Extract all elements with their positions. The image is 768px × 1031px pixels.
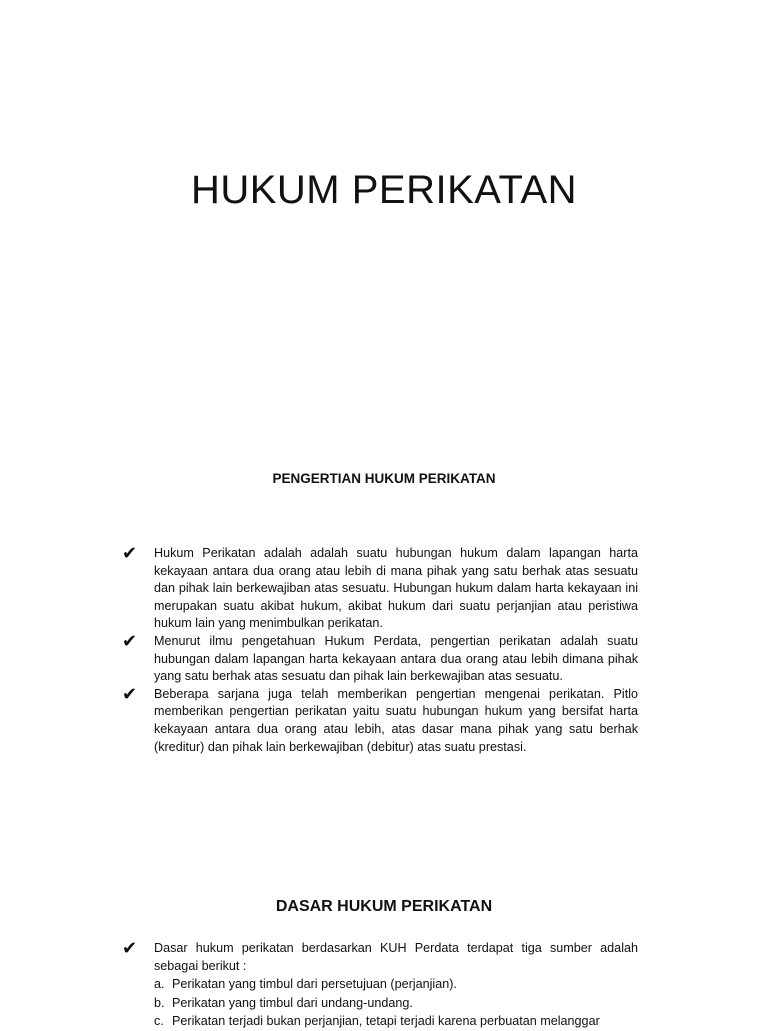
sub-list-marker: c. (154, 1014, 164, 1029)
sub-list-text: Perikatan yang timbul dari persetujuan (perjanjian). (172, 977, 457, 992)
list-item (120, 683, 638, 756)
page-title: HUKUM PERIKATAN (190, 168, 578, 212)
bullet-text: Dasar hukum perikatan berdasarkan KUH Perdata terdapat tiga sumber adalah sebagai berikut : (154, 941, 638, 973)
sub-list (154, 975, 638, 1031)
sub-list-text: Perikatan terjadi bukan perjanjian, tetapi terjadi karena perbuatan melanggar (172, 1014, 600, 1029)
bullet-text: Hukum Perikatan adalah adalah suatu hubungan hukum dalam lapangan harta kekayaan antara dua orang atau lebih di mana pihak yang satu berhak atas sesuatu dan pihak lain berkewajiban atas sesuatu. Hubungan hukum dalam harta kekayaan ini merupakan suatu akibat hukum, akibat hukum dari suatu perjanjian atau peristiwa hukum lain yang menimbulkan perikatan. (154, 546, 638, 631)
checkmark-icon: ✔ (122, 630, 138, 652)
sub-list-item (154, 1012, 638, 1031)
sub-list-item (154, 975, 638, 994)
list-item (120, 630, 638, 686)
section-heading-dasar: DASAR HUKUM PERIKATAN (275, 898, 493, 915)
sub-list-text: Perikatan yang timbul dari undang-undang. (172, 995, 413, 1010)
bullet-text: Menurut ilmu pengetahuan Hukum Perdata, pengertian perikatan adalah suatu hubungan dalam lapangan harta kekayaan antara dua orang atau lebih dimana pihak yang satu berhak atas sesuatu dan pihak lain berkewajiban atas sesuatu. (154, 633, 638, 684)
sub-list-item (154, 994, 638, 1013)
pengertian-list (120, 545, 638, 756)
checkmark-icon: ✔ (122, 683, 138, 705)
checkmark-icon: ✔ (122, 543, 138, 564)
bullet-text: Beberapa sarjana juga telah memberikan pengertian mengenai perikatan. Pitlo memberikan pengertian perikatan yaitu suatu hubungan hukum yang bersifat harta kekayaan antara dua orang atau lebih, atas dasar mana pihak yang satu berhak (kreditur) dan pihak lain berkewajiban (debitur) atas suatu prestasi. (154, 686, 638, 754)
checkmark-icon: ✔ (122, 938, 138, 959)
section-heading-pengertian: PENGERTIAN HUKUM PERIKATAN (272, 471, 496, 486)
list-item (120, 940, 638, 1031)
dasar-list (120, 940, 638, 1031)
sub-list-marker: b. (154, 995, 165, 1010)
sub-list-marker: a. (154, 977, 165, 992)
list-item (120, 545, 638, 633)
